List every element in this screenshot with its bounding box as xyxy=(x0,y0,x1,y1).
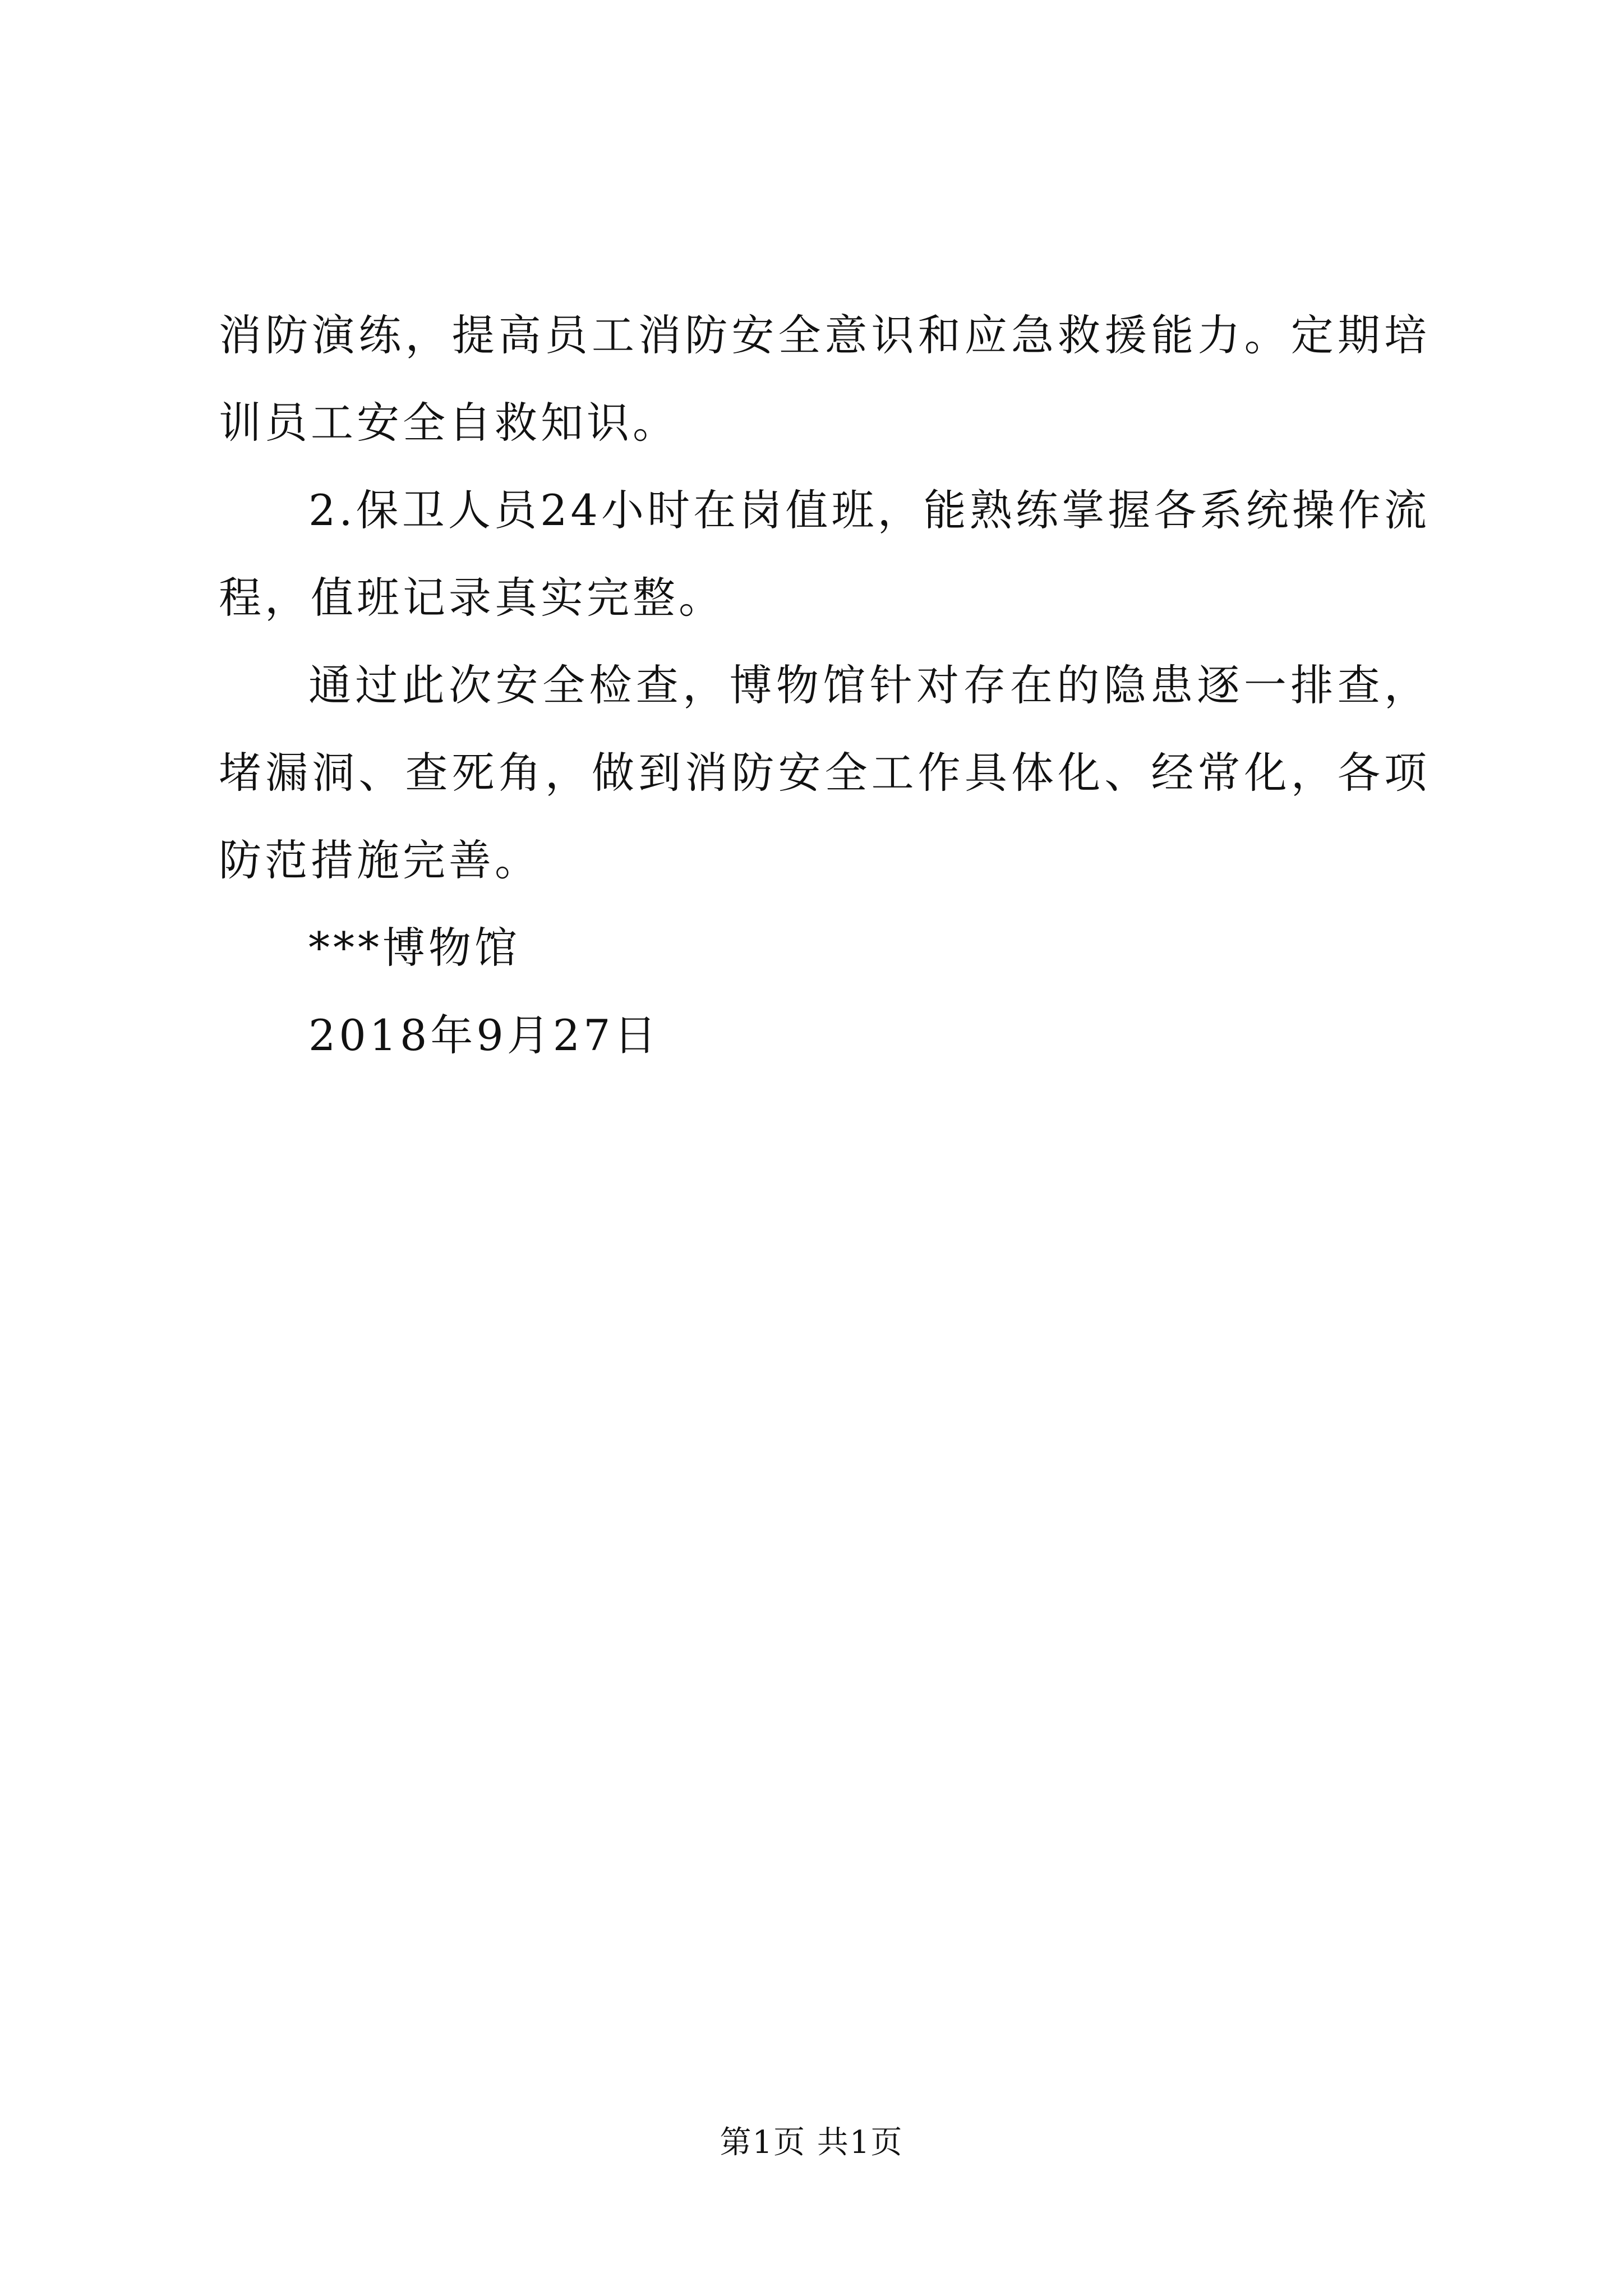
paragraph-summary: 通过此次安全检查，博物馆针对存在的隐患逐一排查，堵漏洞、查死角，做到消防安全工作具体化、经常化，各项防范措施完善。 xyxy=(219,660,1430,885)
page-footer: 第1页 共1页 xyxy=(720,2124,903,2161)
paragraph-continuation: 消防演练，提高员工消防安全意识和应急救援能力。定期培训员工安全自救知识。 xyxy=(219,310,1430,448)
signature-organization: ***博物馆 xyxy=(308,923,520,973)
paragraph-item-2: 2.保卫人员24小时在岗值班，能熟练掌握各系统操作流程，值班记录真实完整。 xyxy=(219,485,1430,623)
signature-date: 2018年9月27日 xyxy=(308,1010,660,1060)
document-body xyxy=(219,292,1430,1079)
